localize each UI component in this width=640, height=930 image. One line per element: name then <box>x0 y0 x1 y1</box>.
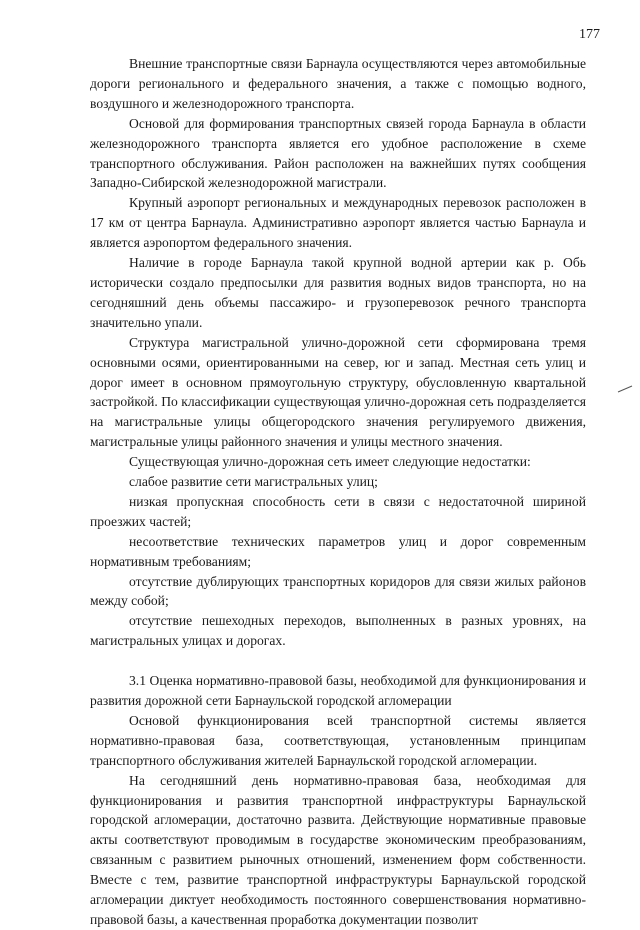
paragraph-airport: Крупный аэропорт региональных и международных перевозок расположен в 17 км от центра Барнаула. Административно аэропорт является частью Барнаула и является аэропортом федерального значения. <box>90 195 586 251</box>
paragraph-street-network: Структура магистральной улично-дорожной сети сформирована тремя основными осями, ориентированными на север, юг и запад. Местная сеть улиц и дорог имеет в основном прямоугольную структуру, обусловленную квартальной застройкой. По классификации существующая улично-дорожная сеть подразделяется на магистральные улицы общегородского значения регулируемого движения, магистральные улицы районного значения и улицы местного значения. <box>90 334 586 450</box>
paragraph-drawbacks-intro: Существующая улично-дорожная сеть имеет следующие недостатки: <box>129 454 531 470</box>
body-text <box>90 54 586 930</box>
paragraph-external-links: Внешние транспортные связи Барнаула осуществляются через автомобильные дороги регионального и федерального значения, а также с помощью водного, воздушного и железнодорожного транспорта. <box>90 56 586 111</box>
list-item-drawback: слабое развитие сети магистральных улиц; <box>129 474 378 490</box>
paragraph-legal-basis: Основой функционирования всей транспортной системы является нормативно-правовая база, соответствующая, установленным принципам транспортного обслуживания жителей Барнаульской городской агломерации. <box>90 712 586 768</box>
list-item-drawback: отсутствие пешеходных переходов, выполненных в разных уровнях, на магистральных улицах и дорогах. <box>90 613 586 649</box>
list-item-drawback: отсутствие дублирующих транспортных коридоров для связи жилых районов между собой; <box>90 573 586 609</box>
list-item-drawback: несоответствие технических параметров улиц и дорог современным нормативным требованиям; <box>90 533 586 569</box>
paragraph-river: Наличие в городе Барнаула такой крупной водной артерии как р. Обь исторически создало предпосылки для развития водных видов транспорта, но на сегодняшний день объемы пассажиро- и грузоперевозок речного транспорта значительно упали. <box>90 255 586 330</box>
paragraph-legal-development: На сегодняшний день нормативно-правовая база, необходимая для функционирования и развития транспортной инфраструктуры Барнаульской городской агломерации, достаточно развита. Действующие нормативные правовые акты соответствуют проводимым в государстве экономическим преобразованиям, связанным с развитием рыночных отношений, изменением форм собственности. Вместе с тем, развитие транспортной инфраструктуры Барнаульской городской агломерации диктует необходимость постоянного совершенствования нормативно-правовой базы, а качественная проработка документации позволит <box>90 772 586 927</box>
paragraph-railway: Основой для формирования транспортных связей города Барнаула в области железнодорожного транспорта является его удобное расположение в схеме транспортного обслуживания. Район расположен на важнейших путях сообщения Западно-Сибирской железнодорожной магистрали. <box>90 115 586 191</box>
scan-mark-icon <box>617 384 633 394</box>
section-heading: 3.1 Оценка нормативно-правовой базы, необходимой для функционирования и развития дорожной сети Барнаульской городской агломерации <box>90 673 586 708</box>
page-number: 177 <box>579 27 600 42</box>
list-item-drawback: низкая пропускная способность сети в связи с недостаточной шириной проезжих частей; <box>90 493 586 529</box>
